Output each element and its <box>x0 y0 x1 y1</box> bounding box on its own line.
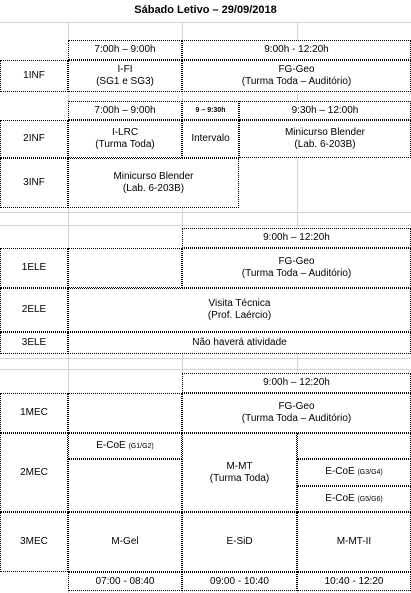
grid-line <box>0 225 411 226</box>
activity-name: E-CoE <box>96 439 126 451</box>
activity-name: FG-Geo <box>278 401 315 412</box>
time-label: 09:00 - 10:40 <box>210 575 269 587</box>
class-label-2inf <box>0 120 68 158</box>
activity-detail: (Prof. Laércio) <box>207 310 272 321</box>
cell-1ele-empty <box>68 248 182 288</box>
grid-line <box>0 369 411 370</box>
activity-detail: (Turma Toda – Auditório) <box>241 268 352 279</box>
activity-name: Minicurso Blender <box>284 127 366 138</box>
class-label-3mec <box>0 512 68 572</box>
cell-2mec-mmt <box>182 433 297 512</box>
cell-3mec-mmtii <box>297 512 411 572</box>
time-label: 9:00h – 12:20h <box>263 232 330 243</box>
class-label-1ele <box>0 248 68 288</box>
activity-name: FG-Geo <box>278 64 315 75</box>
group-label: (G3/G4) <box>357 469 383 476</box>
class-label-2ele <box>0 288 68 332</box>
cell-2ele-visita <box>68 288 411 332</box>
activity-name: E-CoE <box>325 466 355 477</box>
cell-2inf-blender <box>239 120 411 158</box>
cell-1mec-empty <box>68 393 182 433</box>
class-label-1mec <box>0 393 68 433</box>
time-label: 9:00h – 12:20h <box>263 377 330 388</box>
class-label-2mec <box>0 433 68 512</box>
mec-header-time <box>182 373 411 393</box>
cell-1inf-fggeo <box>182 60 411 92</box>
class-name: 2ELE <box>21 304 47 315</box>
cell-1ele-fggeo <box>182 248 411 288</box>
class-label-3ele <box>0 332 68 354</box>
class-name: 1INF <box>23 70 45 81</box>
cell-2inf-intervalo <box>182 120 239 158</box>
activity-detail: (Lab. 6-203B) <box>294 139 356 150</box>
activity-name: M-MT <box>226 460 253 472</box>
activity-detail: (Turma Toda) <box>209 472 270 484</box>
activity-name: Intervalo <box>191 133 230 144</box>
time-label: 9:00h - 12:20h <box>264 44 329 55</box>
inf-header2-time-2 <box>182 101 239 120</box>
cell-2inf-ilrc <box>68 120 182 158</box>
cell-2mec-ecoe-g5g6 <box>297 486 411 512</box>
activity-detail: (Lab. 6-203B) <box>122 183 185 194</box>
activity-name: E-SiD <box>226 536 253 547</box>
cell-1mec-fggeo <box>182 393 411 433</box>
time-label: 10:40 - 12:20 <box>324 575 384 587</box>
activity-detail: (Turma Toda – Auditório) <box>241 76 352 87</box>
page-title: Sábado Letivo – 29/09/2018 <box>134 4 277 16</box>
time-label: 9 – 9:30h <box>195 106 226 114</box>
class-name: 3ELE <box>21 337 47 348</box>
time-label: 7:00h – 9:00h <box>94 44 156 55</box>
class-label-3inf <box>0 158 68 208</box>
activity-name: E-CoE <box>325 492 355 504</box>
class-name: 3INF <box>23 177 45 188</box>
mec-footer-time-2 <box>182 572 297 591</box>
grid-line <box>0 212 411 213</box>
class-label-1inf <box>0 60 68 92</box>
cell-2mec-top-empty <box>297 433 411 459</box>
cell-3inf-blender <box>68 158 239 208</box>
class-name: 1MEC <box>20 407 48 418</box>
class-name: 2INF <box>23 133 45 144</box>
activity-detail: (SG1 e SG3) <box>96 76 154 87</box>
cell-3mec-esid <box>182 512 297 572</box>
inf-header-time-2 <box>182 40 411 60</box>
activity-name: M-Gel <box>111 536 139 547</box>
time-label: 7:00h – 9:00h <box>94 104 156 116</box>
cell-3mec-mgel <box>68 512 182 572</box>
activity-name: I-LRC <box>111 127 139 138</box>
grid-line <box>0 22 411 23</box>
activity-name: Não haverá atividade <box>192 337 287 348</box>
inf-header2-time-1 <box>68 101 182 120</box>
mec-footer-time-1 <box>68 572 182 591</box>
class-name: 2MEC <box>20 466 48 478</box>
activity-name: Visita Técnica <box>208 298 271 309</box>
activity-name: Minicurso Blender <box>113 171 194 182</box>
activity-detail: (Turma Toda – Auditório) <box>241 413 352 424</box>
class-name: 3MEC <box>20 536 48 547</box>
grid-line <box>0 358 411 359</box>
time-label: 07:00 - 08:40 <box>95 575 155 587</box>
inf-header2-time-3 <box>239 101 411 120</box>
cell-2mec-empty <box>68 459 182 512</box>
ele-header-time <box>182 228 411 248</box>
cell-3ele-none <box>68 332 411 354</box>
cell-2mec-ecoe-g1g2 <box>68 433 182 459</box>
inf-header-time-1 <box>68 40 182 60</box>
group-label: (G5/G6) <box>357 495 383 503</box>
activity-name: FG-Geo <box>278 256 315 267</box>
mec-footer-time-3 <box>297 572 411 591</box>
activity-name: M-MT-II <box>336 536 372 547</box>
activity-detail: (Turma Toda) <box>95 139 155 150</box>
class-name: 1ELE <box>21 262 47 273</box>
group-label: (G1/G2) <box>128 442 154 450</box>
cell-2mec-ecoe-g3g4 <box>297 459 411 486</box>
cell-1inf-ifi <box>68 60 182 92</box>
activity-name: I-FI <box>117 64 133 75</box>
time-label: 9:30h – 12:00h <box>291 104 359 116</box>
